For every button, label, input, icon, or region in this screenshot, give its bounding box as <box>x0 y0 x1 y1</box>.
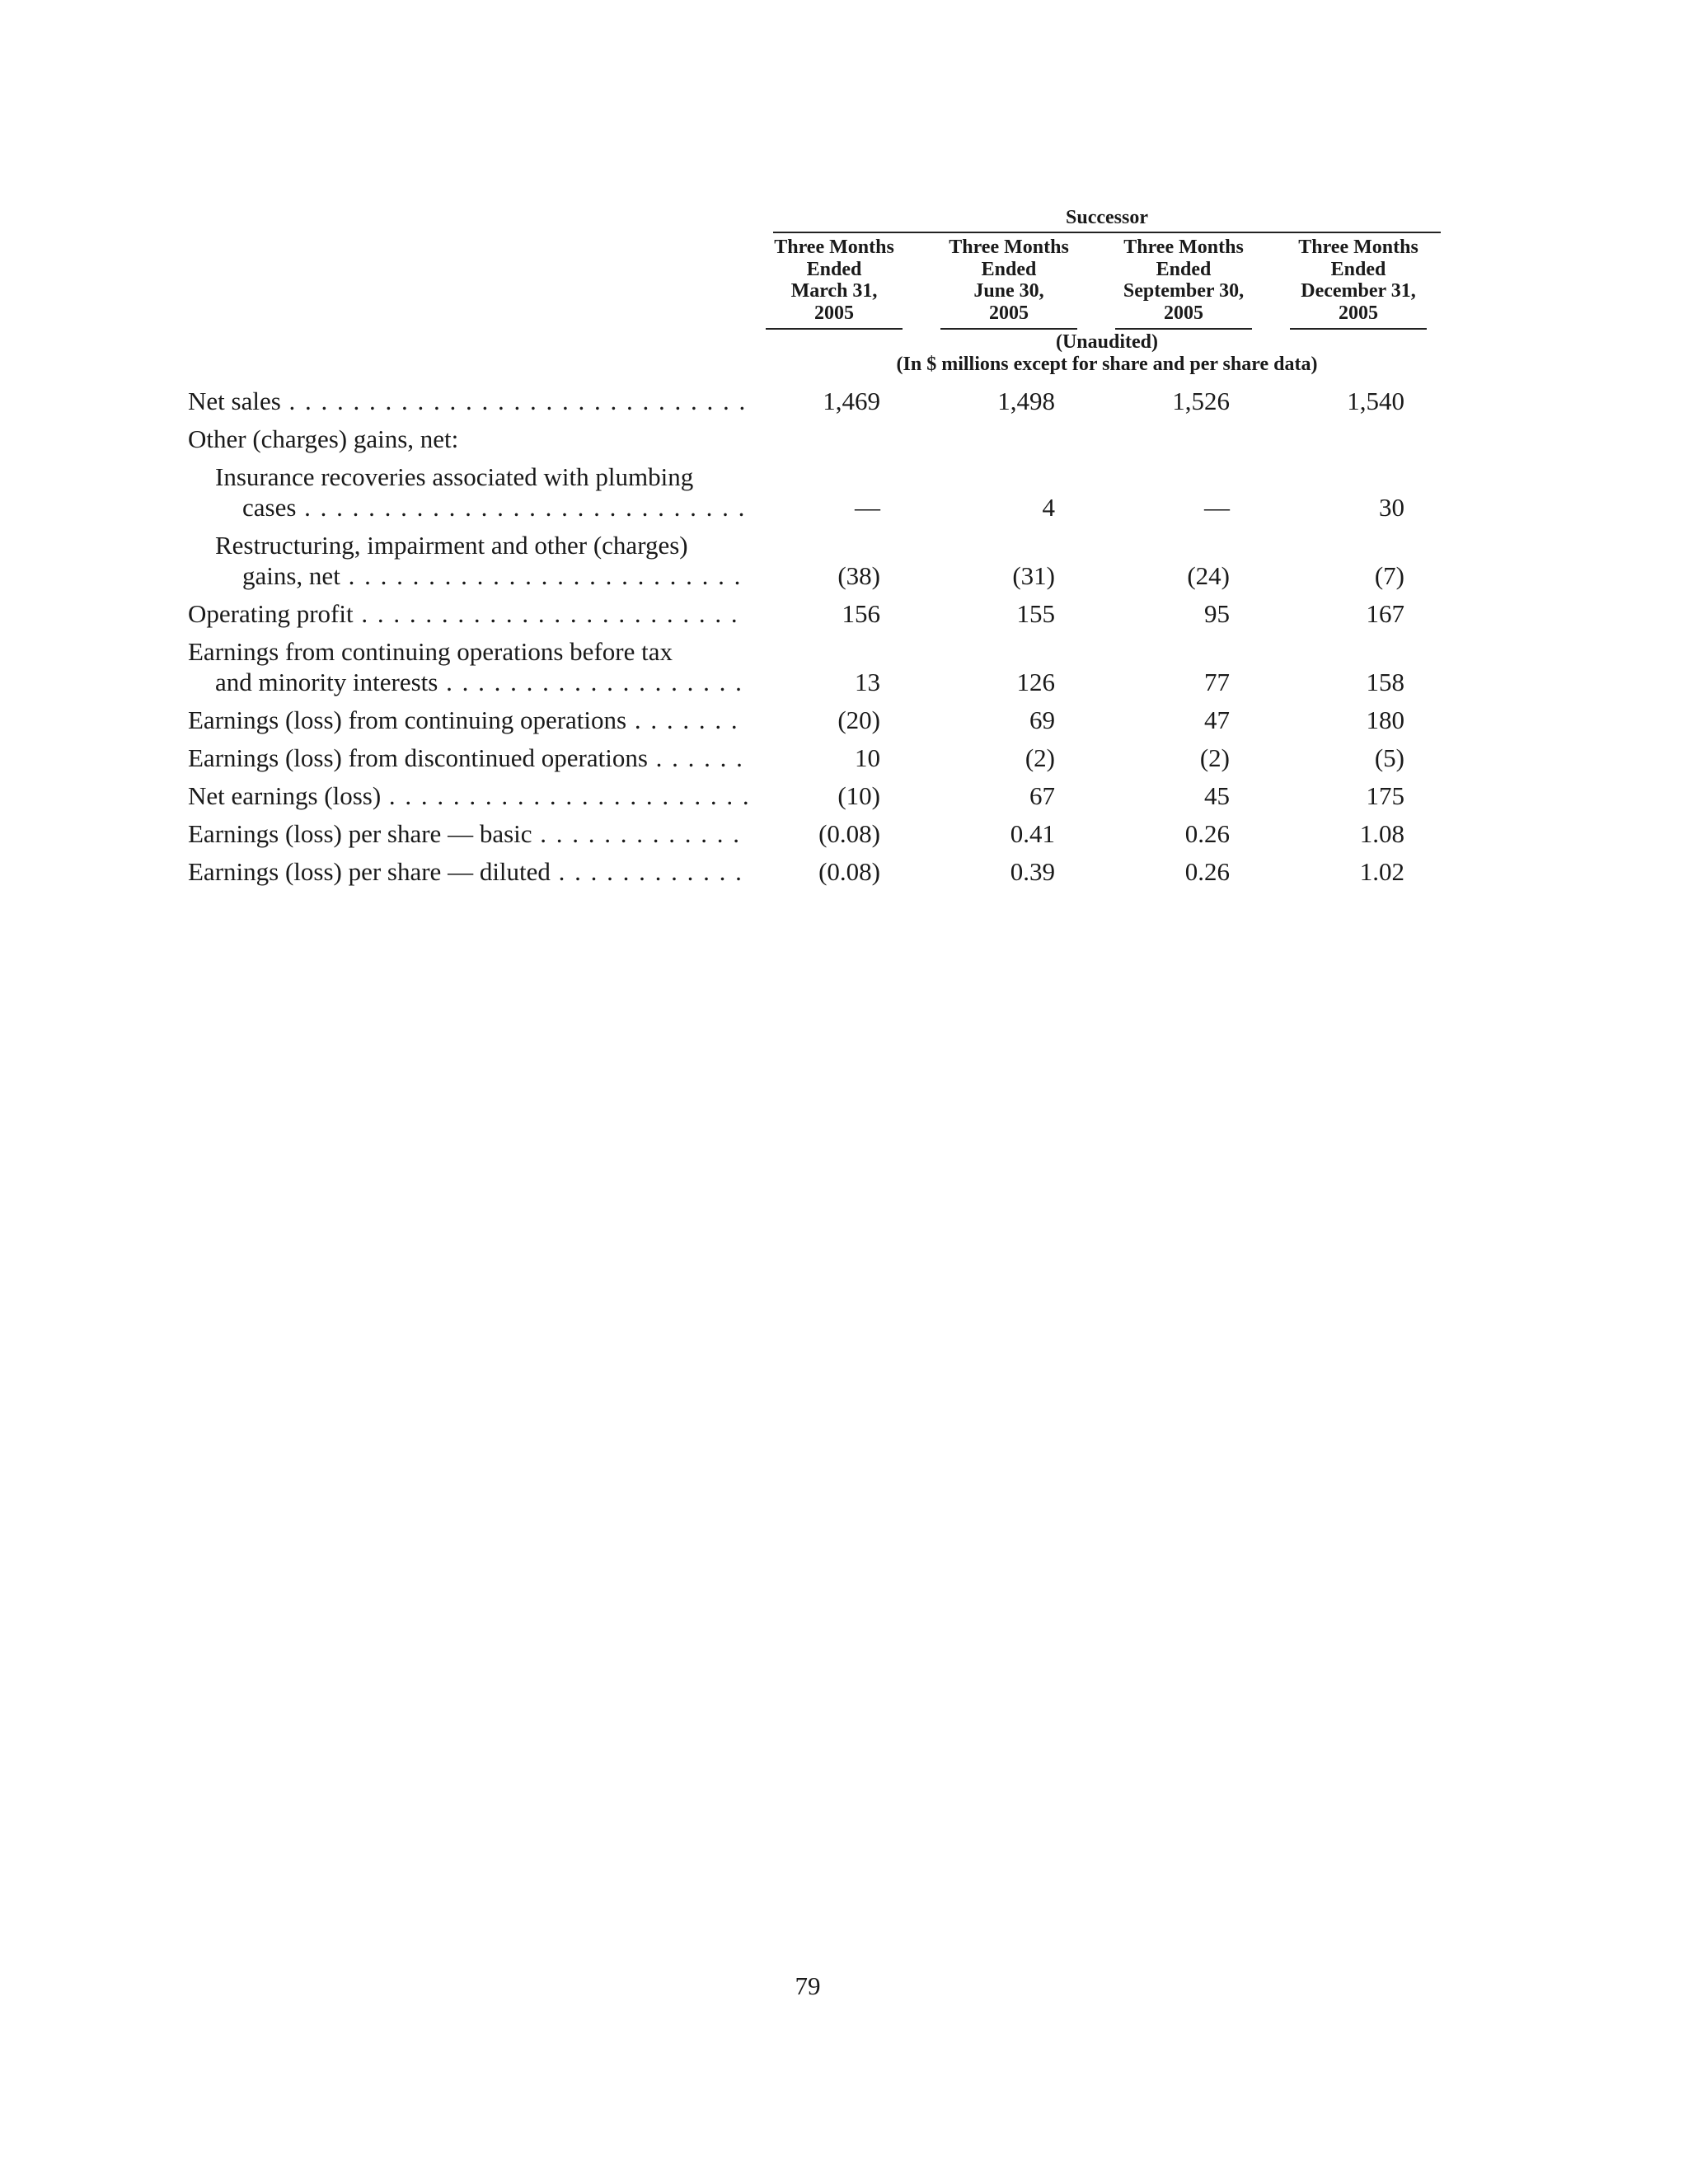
table-cell: 175 <box>1366 781 1404 810</box>
table-cell: 0.26 <box>1184 819 1230 848</box>
table-cell: 180 <box>1366 705 1404 734</box>
column-header-line: 2005 <box>1339 302 1378 324</box>
units-note: (In $ millions except for share and per share data) <box>896 354 1318 375</box>
table-cell: — <box>855 493 880 522</box>
table-cell: 45 <box>1204 781 1230 810</box>
table-cell: 77 <box>1204 668 1230 696</box>
row-label-continuing-ops: Earnings (loss) from continuing operations . . . <box>188 705 748 735</box>
row-label-eps-diluted: Earnings (loss) per share — diluted . . . <box>188 856 748 887</box>
table-cell: 0.41 <box>1010 819 1055 848</box>
column-header-line: 2005 <box>989 302 1029 324</box>
table-cell: 10 <box>855 743 880 772</box>
table-cell: 47 <box>1204 705 1230 734</box>
table-cell: (7) <box>1374 561 1404 590</box>
row-label-operating-profit: Operating profit . . . <box>188 598 748 629</box>
table-cell: — <box>1204 493 1230 522</box>
row-label-insurance: Insurance recoveries associated with plumbing cases . . . <box>215 462 748 523</box>
table-cell: (2) <box>1199 743 1230 772</box>
table-cell: 13 <box>855 668 880 696</box>
successor-heading: Successor <box>1066 207 1148 228</box>
column-rule <box>766 328 903 330</box>
unaudited-label: (Unaudited) <box>1055 331 1159 353</box>
row-label-discontinued-ops: Earnings (loss) from discontinued operations . . . <box>188 743 748 773</box>
table-cell: 1,540 <box>1347 387 1404 415</box>
table-cell: 1,469 <box>823 387 880 415</box>
column-rule <box>1115 328 1252 330</box>
table-cell: (20) <box>837 705 880 734</box>
table-cell: 1.02 <box>1359 857 1404 886</box>
table-cell: 0.26 <box>1184 857 1230 886</box>
column-header-line: Ended <box>806 258 862 280</box>
table-cell: 126 <box>1016 668 1055 696</box>
table-cell: 1,498 <box>997 387 1055 415</box>
table-cell: (2) <box>1025 743 1055 772</box>
table-cell: 1.08 <box>1359 819 1404 848</box>
table-cell: (10) <box>837 781 880 810</box>
row-label-restructuring: Restructuring, impairment and other (charges) gains, net . . . <box>215 530 748 591</box>
table-cell: (31) <box>1012 561 1055 590</box>
column-header-line: Ended <box>981 258 1037 280</box>
column-header-line: Three Months <box>774 237 894 258</box>
column-header-q4 <box>1290 237 1427 324</box>
column-header-line: 2005 <box>1164 302 1203 324</box>
table-cell: 95 <box>1204 599 1230 628</box>
column-header-line: March 31, <box>790 280 878 302</box>
column-header-line: Three Months <box>1298 237 1418 258</box>
table-cell: (24) <box>1187 561 1230 590</box>
row-label-other-gains: Other (charges) gains, net: <box>188 424 459 453</box>
column-header-line: Ended <box>1156 258 1212 280</box>
page-number: 79 <box>795 1971 821 2000</box>
table-cell: (5) <box>1374 743 1404 772</box>
table-cell: 158 <box>1366 668 1404 696</box>
table-cell: 30 <box>1379 493 1404 522</box>
column-header-line: Ended <box>1330 258 1386 280</box>
column-header-line: Three Months <box>949 237 1069 258</box>
table-cell: 67 <box>1029 781 1055 810</box>
column-rule <box>1290 328 1427 330</box>
column-header-line: December 31, <box>1301 280 1416 302</box>
table-cell: (38) <box>837 561 880 590</box>
table-cell: 4 <box>1042 493 1055 522</box>
table-cell: 156 <box>842 599 880 628</box>
unaudited-note <box>773 331 1441 376</box>
column-header-q3 <box>1115 237 1252 324</box>
column-header-q2 <box>940 237 1077 324</box>
row-label-earnings-before-tax: Earnings from continuing operations before tax and minority interests . . . <box>188 636 748 697</box>
table-cell: 167 <box>1366 599 1404 628</box>
row-label-net-earnings: Net earnings (loss) . . . <box>188 780 748 811</box>
column-header-q1 <box>766 237 903 324</box>
row-label-net-sales: Net sales . . . <box>188 386 748 416</box>
column-rule <box>940 328 1077 330</box>
column-header-line: Three Months <box>1123 237 1244 258</box>
table-cell: 155 <box>1016 599 1055 628</box>
table-cell: 1,526 <box>1172 387 1230 415</box>
table-cell: 69 <box>1029 705 1055 734</box>
table-cell: 0.39 <box>1010 857 1055 886</box>
table-cell: (0.08) <box>818 857 880 886</box>
row-label-eps-basic: Earnings (loss) per share — basic . . . <box>188 818 748 849</box>
column-header-line: 2005 <box>814 302 854 324</box>
column-header-line: June 30, <box>973 280 1044 302</box>
successor-rule <box>773 232 1441 233</box>
table-cell: (0.08) <box>818 819 880 848</box>
column-header-line: September 30, <box>1123 280 1245 302</box>
